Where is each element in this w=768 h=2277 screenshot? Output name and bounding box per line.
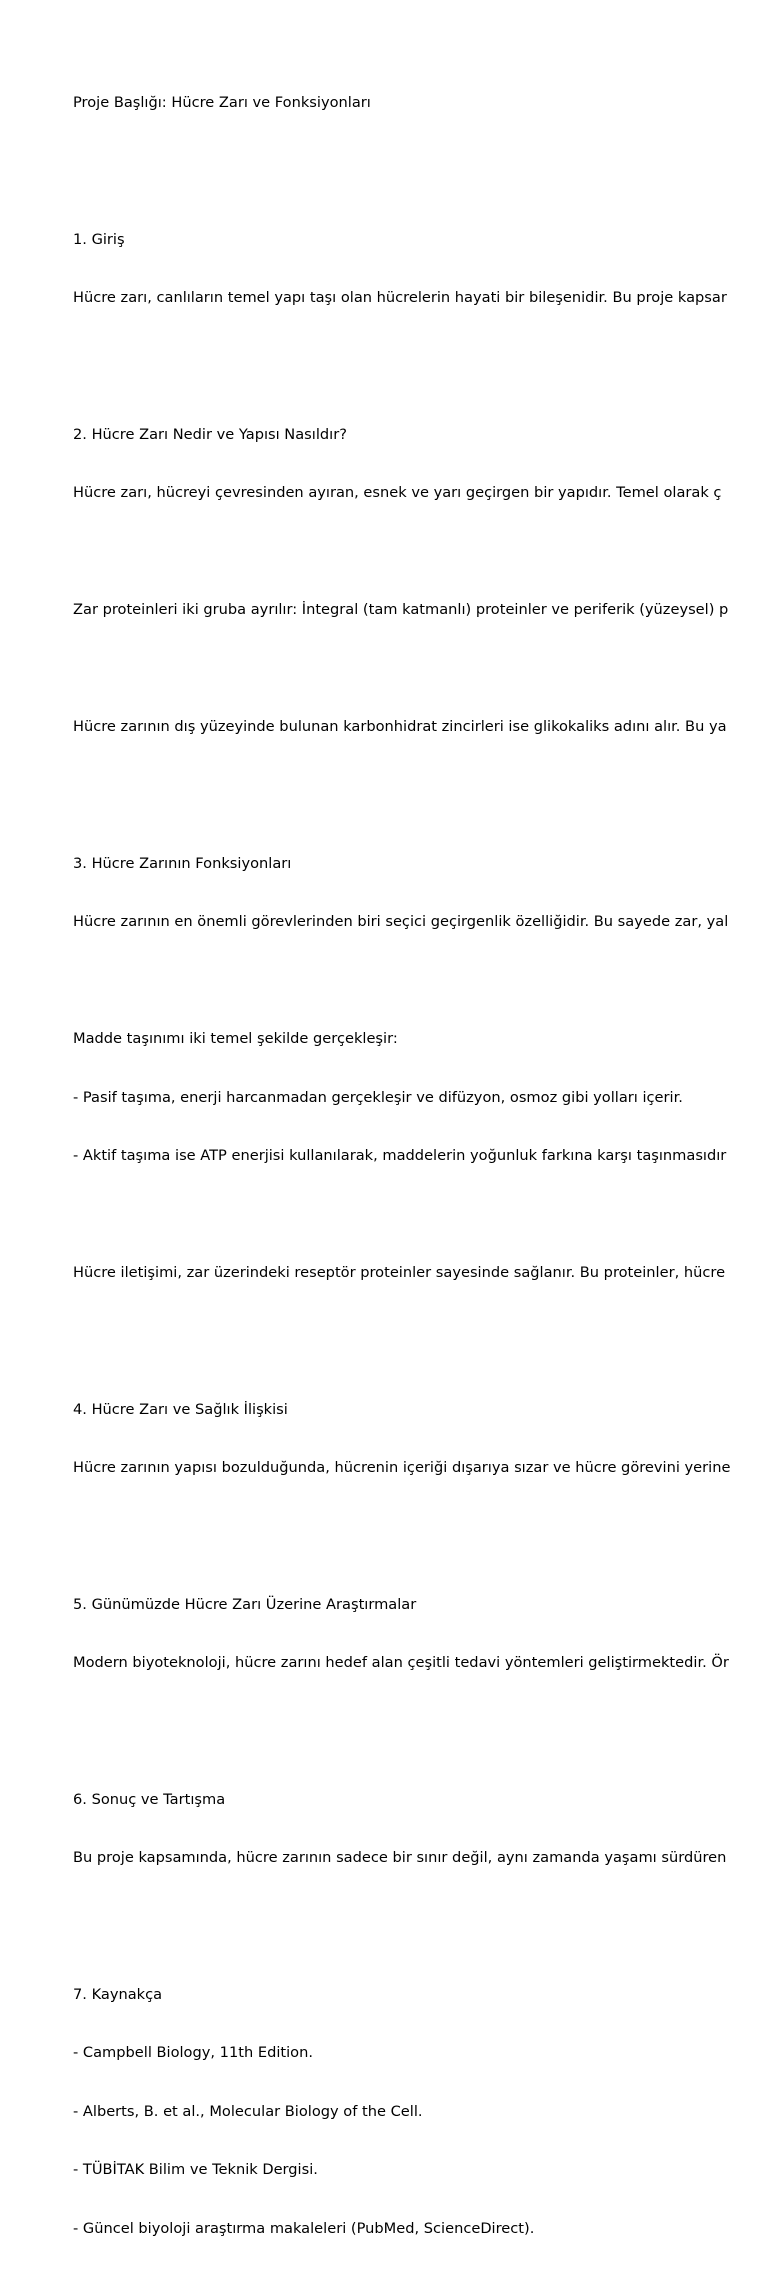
blank-line <box>73 152 730 172</box>
conclusion-paragraph: Bu proje kapsamında, hücre zarının sadece bir sınır değil, aynı zamanda yaşamı sürdüren <box>73 1849 727 1866</box>
research-paragraph: Modern biyoteknoloji, hücre zarını hedef alan çeşitli tedavi yöntemleri geliştirmektedir. Ör <box>73 1654 729 1671</box>
reference-item: - Güncel biyoloji araştırma makaleleri (PubMed, ScienceDirect). <box>73 2219 535 2237</box>
section-heading-intro: 1. Giriş <box>73 230 125 248</box>
blank-line <box>73 1205 730 1225</box>
blank-line <box>73 542 730 562</box>
functions-bullet: - Aktif taşıma ise ATP enerjisi kullanılarak, maddelerin yoğunluk farkına karşı taşınmasıdır <box>73 1147 727 1164</box>
blank-line <box>73 971 730 991</box>
structure-paragraph: Hücre zarı, hücreyi çevresinden ayıran, esnek ve yarı geçirgen bir yapıdır. Temel olarak ç <box>73 484 722 501</box>
functions-paragraph: Madde taşınımı iki temel şekilde gerçekleşir: <box>73 1030 398 1047</box>
blank-line <box>73 1907 730 1927</box>
blank-line <box>73 1322 730 1342</box>
functions-bullet: - Pasif taşıma, enerji harcanmadan gerçekleşir ve difüzyon, osmoz gibi yolları içerir. <box>73 1088 683 1106</box>
section-heading-research: 5. Günümüzde Hücre Zarı Üzerine Araştırmalar <box>73 1595 417 1613</box>
blank-line <box>73 776 730 796</box>
blank-line <box>73 659 730 679</box>
section-heading-health: 4. Hücre Zarı ve Sağlık İlişkisi <box>73 1400 288 1418</box>
section-heading-references: 7. Kaynakça <box>73 1985 163 2003</box>
document-title: Proje Başlığı: Hücre Zarı ve Fonksiyonları <box>73 94 371 111</box>
section-heading-conclusion: 6. Sonuç ve Tartışma <box>73 1790 226 1808</box>
health-paragraph: Hücre zarının yapısı bozulduğunda, hücrenin içeriği dışarıya sızar ve hücre görevini yerine <box>73 1459 731 1476</box>
section-heading-functions: 3. Hücre Zarının Fonksiyonları <box>73 854 292 872</box>
document-body <box>73 54 730 2277</box>
blank-line <box>73 347 730 367</box>
structure-paragraph: Zar proteinleri iki gruba ayrılır: İntegral (tam katmanlı) proteinler ve periferik (yüzeysel) p <box>73 601 729 618</box>
intro-paragraph: Hücre zarı, canlıların temel yapı taşı olan hücrelerin hayati bir bileşenidir. Bu proje kapsar <box>73 289 727 306</box>
blank-line <box>73 1712 730 1732</box>
reference-item: - Campbell Biology, 11th Edition. <box>73 2044 313 2061</box>
functions-paragraph: Hücre zarının en önemli görevlerinden biri seçici geçirgenlik özelliğidir. Bu sayede zar, yal <box>73 913 729 930</box>
reference-item: - Alberts, B. et al., Molecular Biology of the Cell. <box>73 2102 423 2120</box>
blank-line <box>73 1517 730 1537</box>
functions-paragraph: Hücre iletişimi, zar üzerindeki reseptör proteinler sayesinde sağlanır. Bu proteinler, hücre <box>73 1264 726 1281</box>
reference-item: - TÜBİTAK Bilim ve Teknik Dergisi. <box>73 2161 318 2178</box>
structure-paragraph: Hücre zarının dış yüzeyinde bulunan karbonhidrat zincirleri ise glikokaliks adını alır. Bu ya <box>73 718 727 735</box>
section-heading-structure: 2. Hücre Zarı Nedir ve Yapısı Nasıldır? <box>73 425 347 443</box>
